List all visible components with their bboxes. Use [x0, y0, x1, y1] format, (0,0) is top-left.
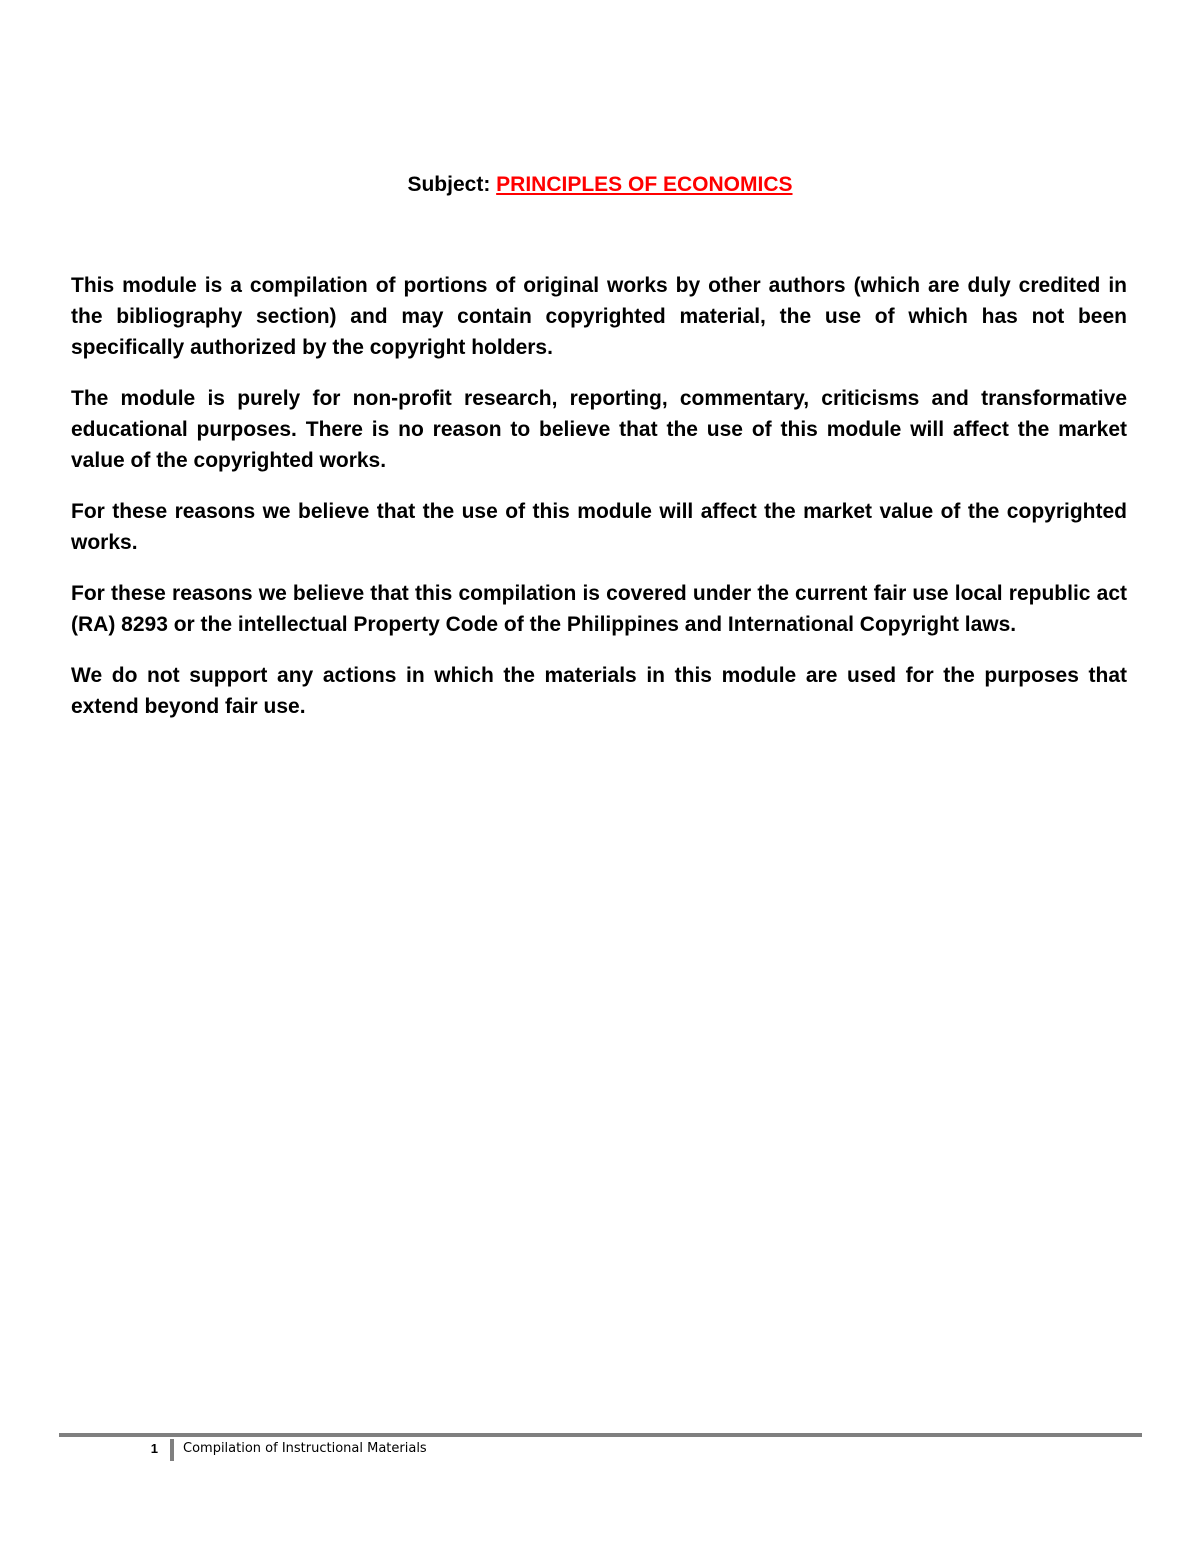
- body-text: [71, 270, 1127, 742]
- paragraph-disclaimer: We do not support any actions in which the materials in this module are used for the purposes that extend beyond fair use.: [71, 664, 1127, 718]
- paragraph-market-value: For these reasons we believe that the use of this module will affect the market value of the copyrighted works.: [71, 500, 1127, 554]
- subject-value: PRINCIPLES OF ECONOMICS: [496, 173, 793, 196]
- page-footer: [0, 1439, 1200, 1461]
- page-number: 1: [150, 1441, 158, 1456]
- subject-line: [0, 170, 1200, 200]
- paragraph-purpose: The module is purely for non-profit research, reporting, commentary, criticisms and transformative educational purposes. There is no reason to believe that the use of this module will affect the market value of the copyrighted works.: [71, 387, 1127, 472]
- footer-rule: [59, 1433, 1142, 1437]
- footer-title: Compilation of Instructional Materials: [183, 1441, 427, 1456]
- paragraph-fair-use-law: For these reasons we believe that this compilation is covered under the current fair use local republic act (RA) 8293 or the intellectual Property Code of the Philippines and International Copyright laws.: [71, 582, 1127, 636]
- paragraph-compilation-notice: This module is a compilation of portions of original works by other authors (which are duly credited in the bibliography section) and may contain copyrighted material, the use of which has not been specifically authorized by the copyright holders.: [71, 274, 1127, 359]
- subject-label: Subject:: [407, 173, 491, 196]
- footer-separator: [170, 1439, 174, 1461]
